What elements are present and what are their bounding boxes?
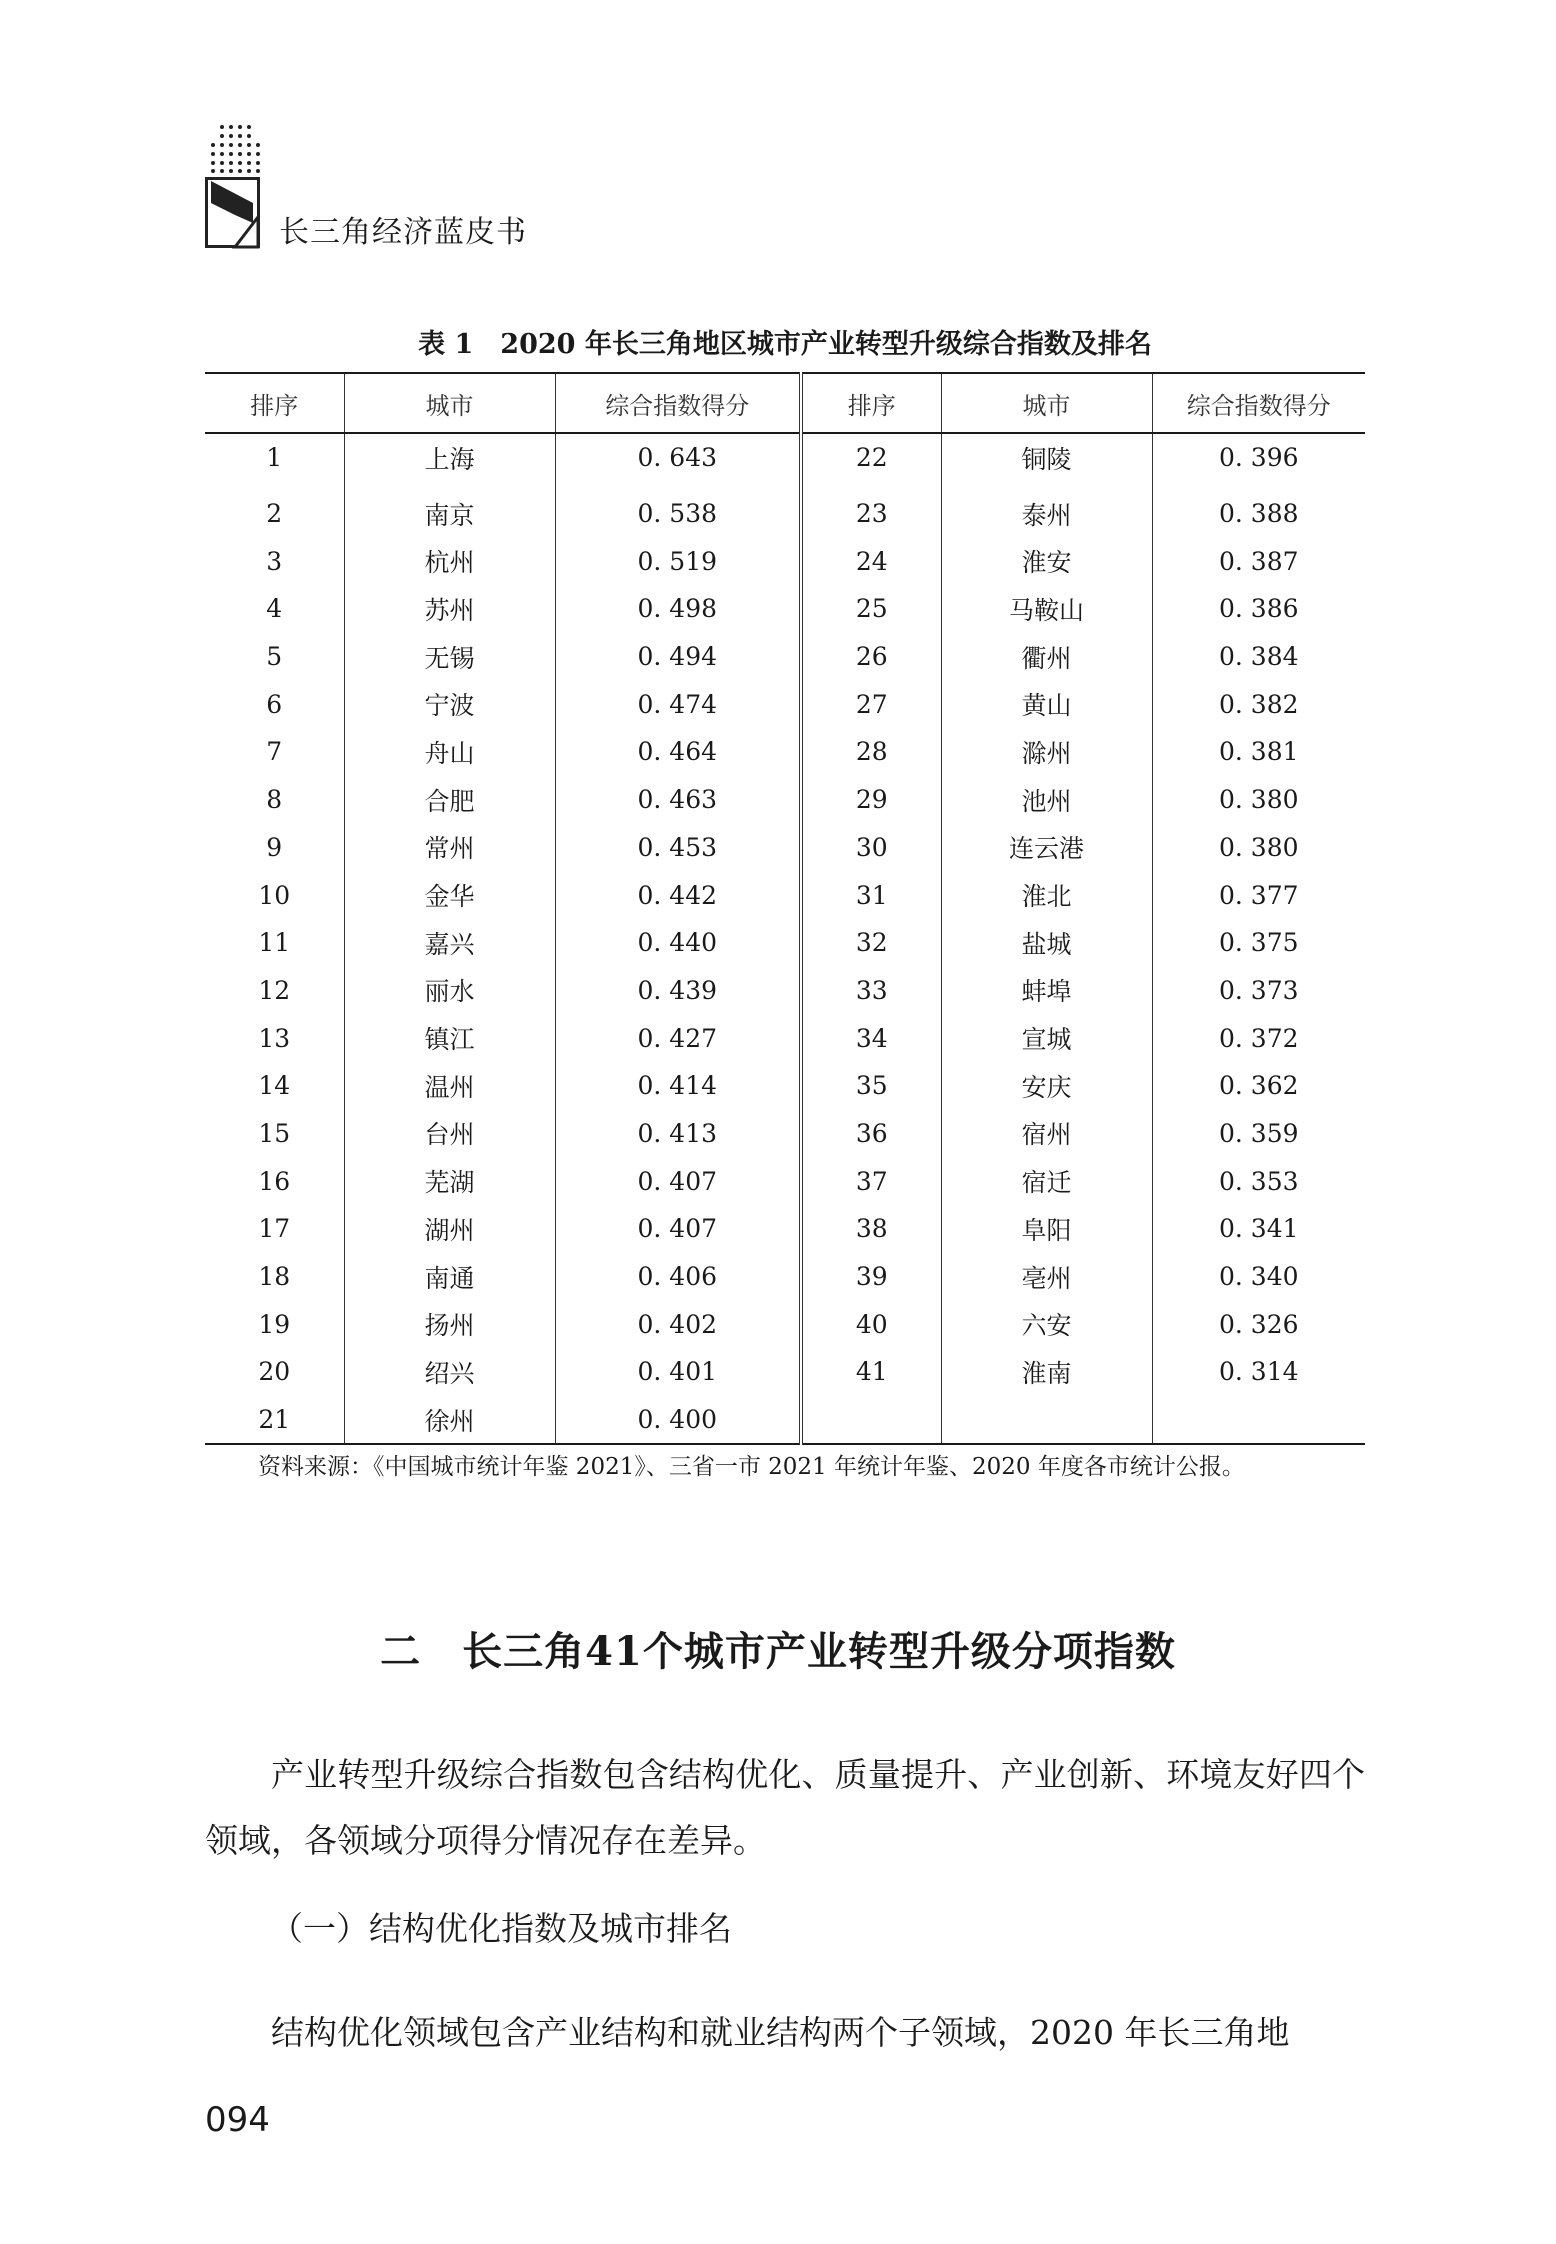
rank-cell: 14 [205, 1062, 344, 1110]
decorative-dot [229, 125, 233, 129]
rank-cell: 31 [801, 871, 941, 919]
rank-cell: 27 [801, 680, 941, 728]
rank-cell: 19 [205, 1300, 344, 1348]
decorative-dot [238, 143, 242, 147]
score-cell: 0. 406 [555, 1253, 801, 1301]
book-corner-icon [205, 177, 265, 251]
rank-cell: 3 [205, 537, 344, 585]
table-row [205, 824, 1365, 872]
rank-cell: 15 [205, 1110, 344, 1158]
body-paragraph: 结构优化领域包含产业结构和就业结构两个子领域，2020 年长三角地 [271, 2013, 1290, 2052]
score-cell: 0. 341 [1218, 1214, 1299, 1244]
decorative-dot [256, 143, 260, 147]
city-cell: 六安 [941, 1300, 1152, 1348]
city-cell: 嘉兴 [344, 919, 555, 967]
rank-cell: 2 [205, 482, 344, 538]
rank-cell: 11 [205, 919, 344, 967]
decorative-dot [229, 161, 233, 165]
table-row [205, 1348, 1365, 1396]
score-cell: 0. 373 [1218, 975, 1299, 1005]
rank-cell: 10 [205, 871, 344, 919]
table-row [205, 1396, 1365, 1445]
city-cell: 南京 [344, 482, 555, 538]
rank-cell: 26 [801, 633, 941, 681]
rank-cell: 1 [205, 433, 344, 482]
score-cell: 0. 388 [1218, 499, 1299, 529]
rank-cell [801, 1396, 941, 1445]
score-cell: 0. 407 [555, 1157, 801, 1205]
decorative-dot [238, 169, 242, 173]
city-cell: 安庆 [941, 1062, 1152, 1110]
decorative-dot [256, 161, 260, 165]
score-cell: 0. 380 [1218, 832, 1299, 862]
decorative-dot [220, 161, 224, 165]
score-cell: 0. 464 [555, 728, 801, 776]
score-cell: 0. 440 [555, 919, 801, 967]
table-row [205, 585, 1365, 633]
decorative-dot [211, 169, 215, 173]
decorative-dot [238, 161, 242, 165]
rank-cell: 12 [205, 967, 344, 1015]
decorative-dot [220, 169, 224, 173]
rank-cell: 4 [205, 585, 344, 633]
rank-cell: 25 [801, 585, 941, 633]
city-cell: 苏州 [344, 585, 555, 633]
score-cell: 0. 413 [555, 1110, 801, 1158]
table-row [205, 537, 1365, 585]
score-cell: 0. 381 [1218, 737, 1299, 767]
decorative-dot [247, 125, 251, 129]
table-body [205, 433, 1365, 1444]
decorative-dot [247, 152, 251, 156]
table-row [205, 967, 1365, 1015]
decorative-dot [211, 161, 215, 165]
decorative-dot [247, 161, 251, 165]
rank-cell: 24 [801, 537, 941, 585]
score-cell: 0. 407 [555, 1205, 801, 1253]
city-cell: 常州 [344, 824, 555, 872]
table-row [205, 1205, 1365, 1253]
score-cell: 0. 519 [555, 537, 801, 585]
column-header: 排序 [801, 373, 941, 433]
city-cell: 亳州 [941, 1253, 1152, 1301]
rank-cell: 30 [801, 824, 941, 872]
data-table [205, 372, 1365, 1445]
city-cell: 马鞍山 [941, 585, 1152, 633]
city-cell: 镇江 [344, 1014, 555, 1062]
column-header: 综合指数得分 [555, 373, 801, 433]
score-cell: 0. 353 [1218, 1166, 1299, 1196]
table-caption: 表 1 2020 年长三角地区城市产业转型升级综合指数及排名 [418, 329, 1152, 360]
score-cell: 0. 380 [1218, 785, 1299, 815]
score-cell: 0. 494 [555, 633, 801, 681]
city-cell: 南通 [344, 1253, 555, 1301]
score-cell: 0. 384 [1218, 642, 1299, 672]
subheading: （一）结构优化指数及城市排名 [270, 1909, 732, 1948]
page-number: 094 [205, 2100, 270, 2140]
score-cell: 0. 498 [555, 585, 801, 633]
city-cell: 丽水 [344, 967, 555, 1015]
city-cell: 芜湖 [344, 1157, 555, 1205]
decorative-dot [211, 152, 215, 156]
decorative-dot [229, 143, 233, 147]
rank-cell: 38 [801, 1205, 941, 1253]
rank-cell: 8 [205, 776, 344, 824]
city-cell: 温州 [344, 1062, 555, 1110]
table-row [205, 919, 1365, 967]
score-cell: 0. 400 [555, 1396, 801, 1445]
rank-cell: 32 [801, 919, 941, 967]
score-cell: 0. 382 [1218, 689, 1299, 719]
column-header: 城市 [941, 373, 1152, 433]
city-cell: 宣城 [941, 1014, 1152, 1062]
rank-cell: 17 [205, 1205, 344, 1253]
ranking-table [205, 372, 1365, 1445]
table-row [205, 1300, 1365, 1348]
decorative-dot [247, 134, 251, 138]
score-cell: 0. 314 [1218, 1357, 1299, 1387]
rank-cell: 34 [801, 1014, 941, 1062]
decorative-dot [220, 125, 224, 129]
city-cell: 宁波 [344, 680, 555, 728]
city-cell: 衢州 [941, 633, 1152, 681]
rank-cell: 29 [801, 776, 941, 824]
city-cell: 连云港 [941, 824, 1152, 872]
decorative-dot [220, 143, 224, 147]
city-cell: 舟山 [344, 728, 555, 776]
decorative-dot [238, 152, 242, 156]
score-cell: 0. 362 [1218, 1071, 1299, 1101]
decorative-dot [247, 169, 251, 173]
rank-cell: 28 [801, 728, 941, 776]
score-cell: 0. 387 [1218, 546, 1299, 576]
city-cell: 上海 [344, 433, 555, 482]
decorative-dot [229, 152, 233, 156]
city-cell: 合肥 [344, 776, 555, 824]
score-cell: 0. 643 [555, 433, 801, 482]
score-cell: 0. 463 [555, 776, 801, 824]
city-cell: 宿迁 [941, 1157, 1152, 1205]
city-cell: 台州 [344, 1110, 555, 1158]
rank-cell: 39 [801, 1253, 941, 1301]
score-cell: 0. 414 [555, 1062, 801, 1110]
decorative-dot [229, 134, 233, 138]
rank-cell: 40 [801, 1300, 941, 1348]
decorative-dot [220, 152, 224, 156]
table-row [205, 680, 1365, 728]
table-row [205, 1157, 1365, 1205]
rank-cell: 16 [205, 1157, 344, 1205]
book-title: 长三角经济蓝皮书 [279, 215, 527, 250]
decorative-dot [238, 125, 242, 129]
running-header [205, 125, 605, 260]
rank-cell: 35 [801, 1062, 941, 1110]
city-cell: 扬州 [344, 1300, 555, 1348]
table-row [205, 1253, 1365, 1301]
column-header: 城市 [344, 373, 555, 433]
score-cell: 0. 427 [555, 1014, 801, 1062]
city-cell: 宿州 [941, 1110, 1152, 1158]
score-cell: 0. 401 [555, 1348, 801, 1396]
score-cell [1152, 1396, 1365, 1445]
city-cell: 无锡 [344, 633, 555, 681]
table-row [205, 633, 1365, 681]
rank-cell: 41 [801, 1348, 941, 1396]
decorative-dot [229, 169, 233, 173]
rank-cell: 18 [205, 1253, 344, 1301]
table-row [205, 1110, 1365, 1158]
score-cell: 0. 442 [555, 871, 801, 919]
score-cell: 0. 375 [1218, 928, 1299, 958]
city-cell: 淮安 [941, 537, 1152, 585]
rank-cell: 36 [801, 1110, 941, 1158]
rank-cell: 21 [205, 1396, 344, 1445]
city-cell: 徐州 [344, 1396, 555, 1445]
decorative-dot [256, 169, 260, 173]
rank-cell: 7 [205, 728, 344, 776]
body-paragraph: 产业转型升级综合指数包含结构优化、质量提升、产业创新、环境友好四个领域，各领域分项得分情况存在差异。 [205, 1755, 1365, 1860]
decorative-dot [256, 152, 260, 156]
score-cell: 0. 453 [555, 824, 801, 872]
score-cell: 0. 377 [1218, 880, 1299, 910]
score-cell: 0. 340 [1218, 1262, 1299, 1292]
table-header-row [205, 373, 1365, 433]
score-cell: 0. 439 [555, 967, 801, 1015]
table-row [205, 1014, 1365, 1062]
decorative-dot [238, 134, 242, 138]
city-cell: 蚌埠 [941, 967, 1152, 1015]
score-cell: 0. 326 [1218, 1309, 1299, 1339]
score-cell: 0. 538 [555, 482, 801, 538]
table-row [205, 433, 1365, 482]
decorative-dot [211, 143, 215, 147]
city-cell: 淮南 [941, 1348, 1152, 1396]
rank-cell: 33 [801, 967, 941, 1015]
decorative-dot [220, 134, 224, 138]
city-cell: 滁州 [941, 728, 1152, 776]
city-cell: 池州 [941, 776, 1152, 824]
table-row [205, 728, 1365, 776]
column-header: 排序 [205, 373, 344, 433]
decorative-dot [247, 143, 251, 147]
city-cell: 阜阳 [941, 1205, 1152, 1253]
score-cell: 0. 402 [555, 1300, 801, 1348]
section-title: 二 长三角41个城市产业转型升级分项指数 [380, 1628, 1176, 1675]
city-cell: 金华 [344, 871, 555, 919]
rank-cell: 6 [205, 680, 344, 728]
score-cell: 0. 386 [1218, 594, 1299, 624]
city-cell: 杭州 [344, 537, 555, 585]
city-cell: 湖州 [344, 1205, 555, 1253]
rank-cell: 22 [801, 433, 941, 482]
city-cell: 铜陵 [941, 433, 1152, 482]
rank-cell: 13 [205, 1014, 344, 1062]
table-row [205, 871, 1365, 919]
table-row [205, 776, 1365, 824]
rank-cell: 9 [205, 824, 344, 872]
city-cell: 盐城 [941, 919, 1152, 967]
city-cell [941, 1396, 1152, 1445]
city-cell: 淮北 [941, 871, 1152, 919]
score-cell: 0. 359 [1218, 1118, 1299, 1148]
table-row [205, 1062, 1365, 1110]
rank-cell: 23 [801, 482, 941, 538]
rank-cell: 37 [801, 1157, 941, 1205]
table-row [205, 482, 1365, 538]
city-cell: 黄山 [941, 680, 1152, 728]
rank-cell: 5 [205, 633, 344, 681]
city-cell: 绍兴 [344, 1348, 555, 1396]
score-cell: 0. 474 [555, 680, 801, 728]
table-source-note: 资料来源：《中国城市统计年鉴 2021》、三省一市 2021 年统计年鉴、2020 年度各市统计公报。 [258, 1454, 1245, 1480]
rank-cell: 20 [205, 1348, 344, 1396]
score-cell: 0. 396 [1218, 443, 1299, 473]
column-header: 综合指数得分 [1152, 373, 1365, 433]
score-cell: 0. 372 [1218, 1023, 1299, 1053]
city-cell: 泰州 [941, 482, 1152, 538]
dot-grid-decoration [211, 125, 261, 173]
